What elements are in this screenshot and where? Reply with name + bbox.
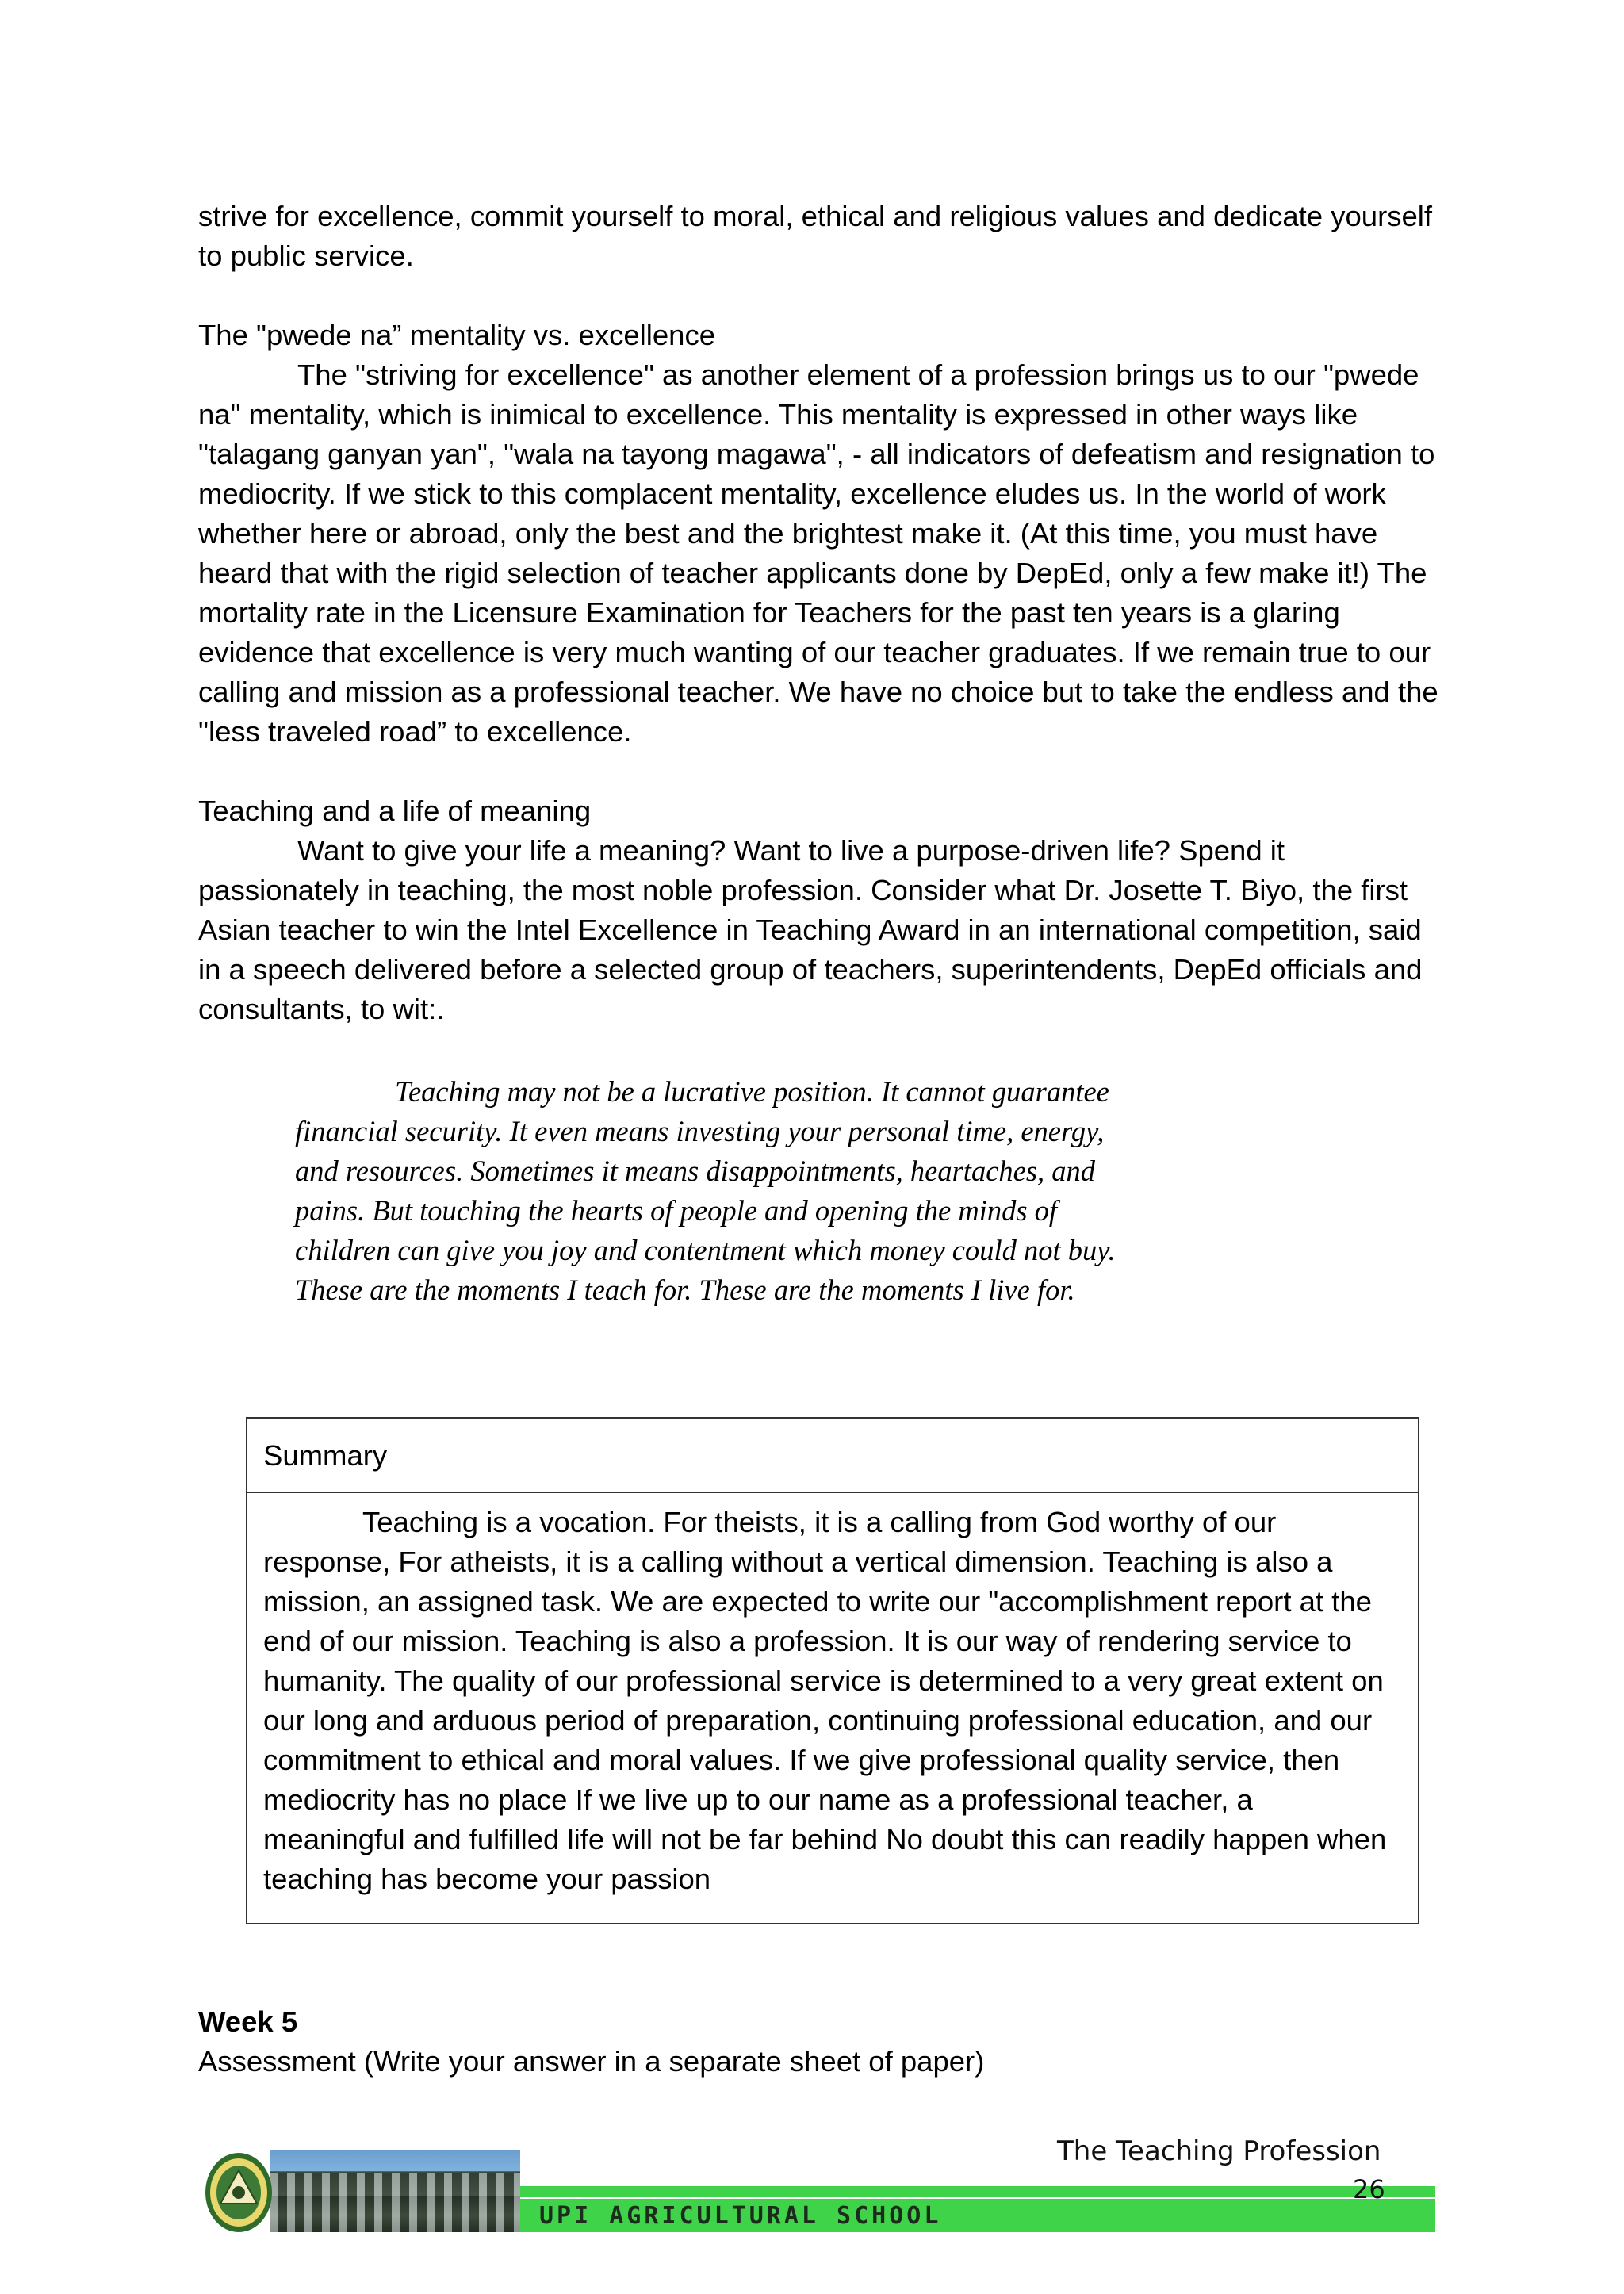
week-heading: Week 5 <box>198 2005 298 2038</box>
section-heading-life-of-meaning: Teaching and a life of meaning <box>198 795 592 827</box>
quote-text: Teaching may not be a lucrative position. It cannot guarantee financial security. It even means investing your personal time, energy, and resources. Sometimes it means disappointments, heartaches, and pains. But touching the hearts of people and opening the minds of children can give you joy and contentment which money could not buy. These are the moments I teach for. These are the moments I live for. <box>295 1075 1116 1306</box>
footer-school-name: UPI AGRICULTURAL SCHOOL <box>539 2202 942 2230</box>
footer-band-top <box>515 2186 1435 2197</box>
school-seal-icon <box>203 2151 274 2234</box>
section-body-life-of-meaning: Want to give your life a meaning? Want to live a purpose-driven life? Spend it passionately in teaching, the most noble profession. Consider what Dr. Josette T. Biyo, the first Asian teacher to win the Intel Excellence in Teaching Award in an international competition, said in a speech delivered before a selected group of teachers, superintendents, DepEd officials and consultants, to wit:. <box>198 834 1423 1025</box>
section-body-pwede-na: The "striving for excellence" as another element of a profession brings us to our "pwede na" mentality, which is inimical to excellence. This mentality is expressed in other ways like "talagang ganyan yan", "wala na tayong magawa", - all indicators of defeatism and resignation to mediocrity. If we stick to this complacent mentality, excellence eludes us. In the world of work whether here or abroad, only the best and the brightest make it. (At this time, you must have heard that with the rigid selection of teacher applicants done by DepEd, only a few make it!) The mortality rate in the Licensure Examination for Teachers for the past ten years is a glaring evidence that excellence is very much wanting of our teacher graduates. If we remain true to our calling and mission as a professional teacher. We have no choice but to take the endless and the "less traveled road” to excellence. <box>198 358 1438 748</box>
school-building-photo <box>270 2150 520 2232</box>
summary-title: Summary <box>247 1419 1418 1493</box>
footer-course-title: The Teaching Profession <box>1057 2135 1381 2167</box>
block-quote <box>295 1072 1151 1310</box>
summary-box <box>246 1417 1419 1924</box>
summary-body <box>247 1493 1418 1899</box>
section-heading-pwede-na: The "pwede na” mentality vs. excellence <box>198 319 716 351</box>
page-number: 26 <box>1353 2174 1385 2204</box>
summary-text: Teaching is a vocation. For theists, it is a calling from God worthy of our response, For atheists, it is a calling without a vertical dimension. Teaching is also a mission, an assigned task. We are expected to write our "accomplishment report at the end of our mission. Teaching is also a profession. It is our way of rendering service to humanity. The quality of our professional service is determined to a very great extent on our long and arduous period of preparation, continuing professional education, and our commitment to ethical and moral values. If we give professional quality service, then mediocrity has no place If we live up to our name as a professional teacher, a meaningful and fulfilled life will not be far behind No doubt this can readily happen when teaching has become your passion <box>263 1506 1387 1895</box>
main-text <box>198 197 1443 1029</box>
assessment-instruction: Assessment (Write your answer in a separate sheet of paper) <box>198 2045 985 2078</box>
intro-paragraph: strive for excellence, commit yourself to moral, ethical and religious values and dedicate yourself to public service. <box>198 200 1433 272</box>
